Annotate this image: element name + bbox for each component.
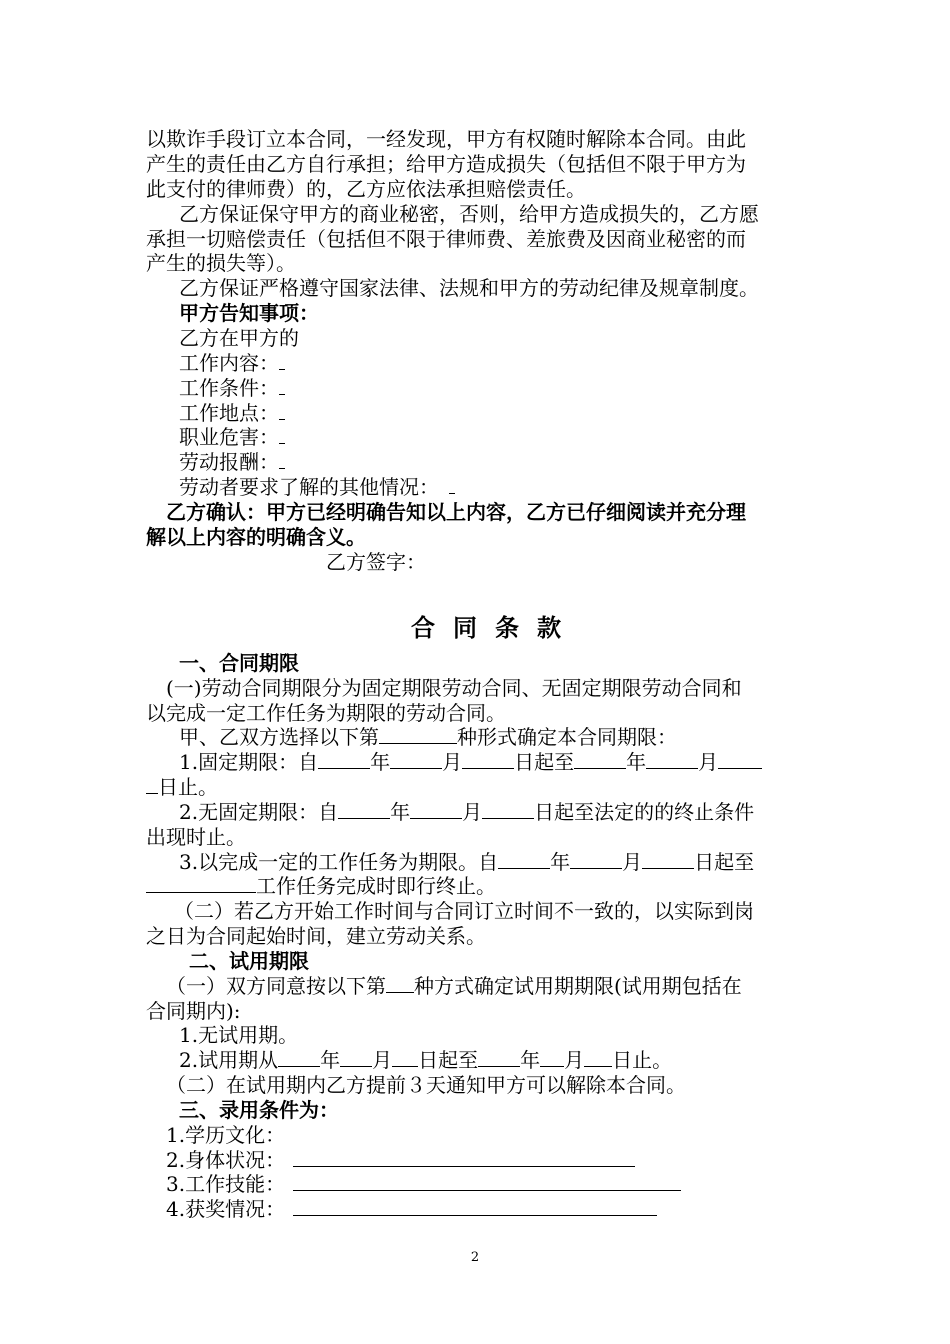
blank-line [146,775,158,794]
blank-line [392,1048,418,1067]
blank-line [498,850,550,869]
intro-paragraph-1-line-1: 以欺诈手段订立本合同，一经发现，甲方有权随时解除本合同。由此 [146,127,746,151]
section-1-p1-line-1: (一)劳动合同期限分为固定期限劳动合同、无固定期限劳动合同和 [166,676,742,700]
notice-item-work-location: 工作地点： [179,400,285,426]
section-3-heading: 三、录用条件为： [179,1098,339,1122]
notice-heading: 甲方告知事项： [179,301,319,325]
section-1-p2-line-2: 之日为合同起始时间，建立劳动关系。 [146,924,486,948]
fixed-term-line: 1.固定期限：自 年 月 日起至 年 月 [179,749,762,775]
blank-line [642,850,694,869]
intro-paragraph-2-line-2: 承担一切赔偿责任（包括但不限于律师费、差旅费及因商业秘密的而 [146,227,746,251]
blank-line [646,750,698,769]
non-fixed-term-line-2: 出现时止。 [146,825,246,849]
section-1-p2-line-1: （二）若乙方开始工作时间与合同订立时间不一致的，以实际到岗 [174,899,754,923]
blank-line [386,974,414,993]
confirm-line-2: 解以上内容的明确含义。 [146,525,366,549]
probation-option-2: 2.试用期从 年 月 日起至 年 月 日止。 [179,1048,673,1072]
hire-condition-skills: 3.工作技能： [166,1171,681,1197]
hire-condition-education: 1.学历文化： [166,1123,286,1147]
hire-condition-awards: 4.获奖情况： [166,1196,657,1222]
hire-condition-health: 2.身体状况： [166,1147,635,1173]
blank-line [293,1148,635,1167]
blank-line [279,401,285,420]
blank-line [462,750,514,769]
section-title: 合同条款 [411,613,579,642]
section-2-heading: 二、试用期限 [189,949,309,973]
intro-paragraph-2-line-3: 产生的损失等）。 [146,251,296,275]
intro-paragraph-1-line-3: 此支付的律师费）的，乙方应依法承担赔偿责任。 [146,177,586,201]
blank-line [293,1197,657,1216]
blank-line [570,850,622,869]
intro-paragraph-3: 乙方保证严格遵守国家法律、法规和甲方的劳动纪律及规章制度。 [179,276,759,300]
blank-line [482,800,534,819]
section-1-p1-line-2: 以完成一定工作任务为期限的劳动合同。 [146,701,506,725]
blank-line [379,725,457,744]
blank-line [318,750,370,769]
blank-line [584,1048,612,1067]
notice-intro: 乙方在甲方的 [179,326,299,350]
signature-label: 乙方签字： [326,550,426,574]
section-1-heading: 一、合同期限 [179,651,299,675]
blank-line [410,800,462,819]
blank-line [279,425,285,444]
blank-line [279,450,285,469]
blank-line [340,1048,372,1067]
intro-paragraph-1-line-2: 产生的责任由乙方自行承担；给甲方造成损失（包括但不限于甲方为 [146,152,746,176]
blank-line [449,475,455,494]
blank-line [540,1048,564,1067]
blank-line [293,1172,681,1191]
blank-line [478,1048,520,1067]
section-1-choose-line: 甲、乙双方选择以下第 种形式确定本合同期限： [179,725,677,749]
intro-paragraph-2-line-1: 乙方保证保守甲方的商业秘密，否则，给甲方造成损失的，乙方愿 [179,202,759,226]
notice-item-remuneration: 劳动报酬： [179,449,285,475]
blank-line [146,874,256,893]
blank-line [718,750,762,769]
notice-item-occupational-hazard: 职业危害： [179,424,285,450]
page-number: 2 [470,1250,480,1265]
blank-line [390,750,442,769]
task-term-line-2: 工作任务完成时即行终止。 [146,873,496,899]
blank-line [574,750,626,769]
section-2-p1-line-2: 合同期内): [146,999,241,1023]
blank-line [279,376,285,395]
notice-item-work-conditions: 工作条件： [179,375,285,401]
notice-item-other: 劳动者要求了解的其他情况： [179,474,455,500]
notice-item-work-content: 工作内容： [179,350,285,376]
confirm-line-1: 乙方确认：甲方已经明确告知以上内容，乙方已仔细阅读并充分理 [166,500,746,524]
fixed-term-line-2: 日止。 [146,774,218,800]
non-fixed-term-line: 2.无固定期限：自 年 月 日起至法定的的终止条件 [179,800,755,824]
blank-line [278,1048,320,1067]
section-2-p1-line-1: （一）双方同意按以下第 种方式确定试用期期限(试用期包括在 [166,974,742,998]
section-2-p2: （二）在试用期内乙方提前３天通知甲方可以解除本合同。 [166,1073,686,1097]
probation-option-1: 1.无试用期。 [179,1023,299,1047]
blank-line [279,351,285,370]
task-term-line: 3.以完成一定的工作任务为期限。自 年 月 日起至 [179,850,755,874]
blank-line [338,800,390,819]
